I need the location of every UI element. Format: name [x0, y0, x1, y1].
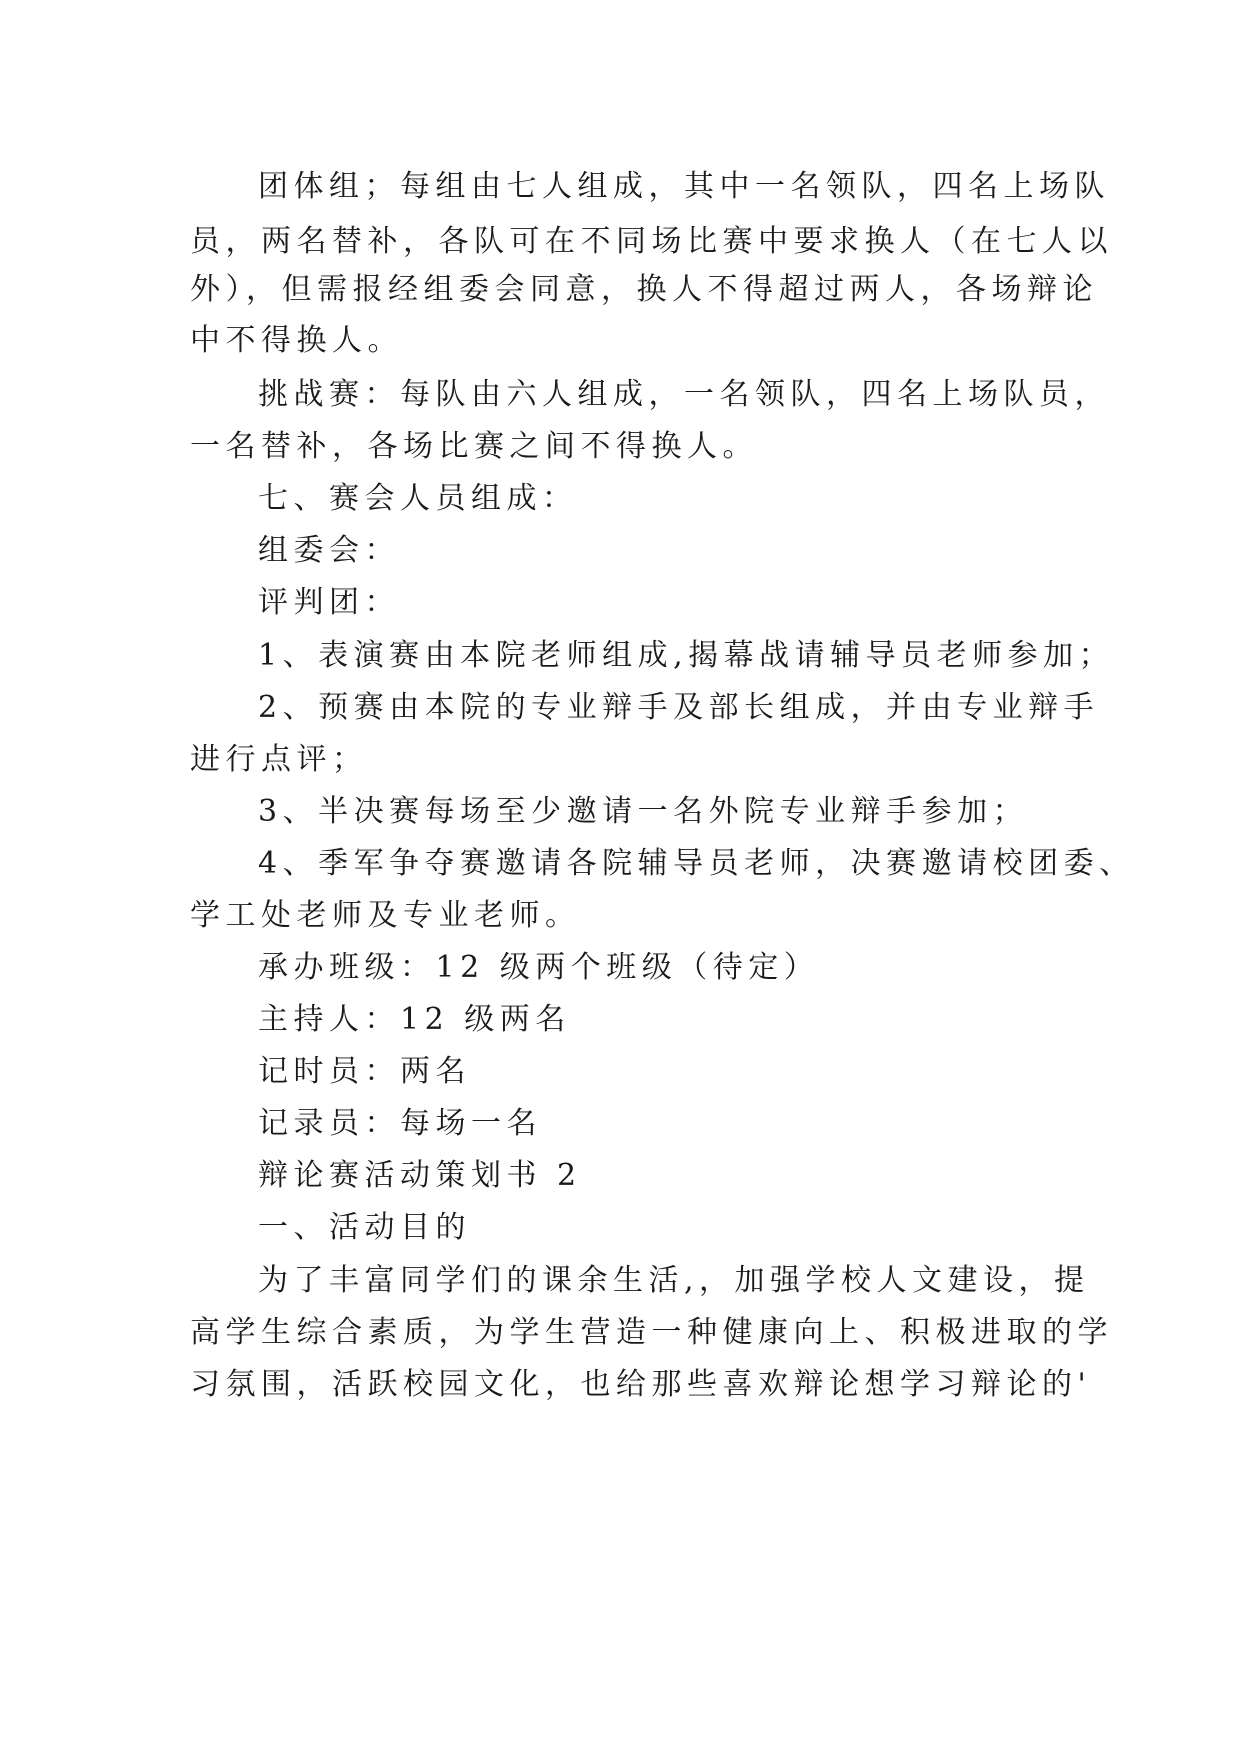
text-line: 为了丰富同学们的课余生活,，加强学校人文建设，提: [258, 1263, 1090, 1298]
text-line: 团体组；每组由七人组成，其中一名领队，四名上场队: [258, 169, 1110, 204]
text-line: 习氛围，活跃校园文化，也给那些喜欢辩论想学习辩论的': [190, 1367, 1092, 1402]
document-title: 辩论赛活动策划书 2: [258, 1158, 582, 1193]
list-item: 2、预赛由本院的专业辩手及部长组成，并由专业辩手: [258, 690, 1100, 725]
text-line: 一名替补，各场比赛之间不得换人。: [190, 429, 758, 464]
text-line: 外），但需报经组委会同意，换人不得超过两人，各场辩论: [190, 272, 1098, 307]
text-line: 挑战赛：每队由六人组成，一名领队，四名上场队员，: [258, 377, 1110, 412]
text-line: 评判团：: [258, 585, 400, 620]
list-item: 3、半决赛每场至少邀请一名外院专业辩手参加；: [258, 794, 1029, 829]
text-line: 承办班级：12 级两个班级（待定）: [258, 950, 820, 985]
list-item: 4、季军争夺赛邀请各院辅导员老师，决赛邀请校团委、: [258, 846, 1135, 881]
section-heading: 一、活动目的: [258, 1210, 471, 1245]
text-line: 记时员：两名: [258, 1054, 471, 1089]
text-line: 中不得换人。: [190, 323, 403, 358]
text-line: 主持人：12 级两名: [258, 1002, 571, 1037]
list-item: 1、表演赛由本院老师组成,揭幕战请辅导员老师参加；: [258, 638, 1115, 673]
text-line: 组委会：: [258, 533, 400, 568]
text-line: 学工处老师及专业老师。: [190, 898, 581, 933]
text-line: 员，两名替补，各队可在不同场比赛中要求换人（在七人以: [190, 224, 1113, 259]
text-line: 记录员：每场一名: [258, 1106, 542, 1141]
text-line: 进行点评；: [190, 742, 368, 777]
section-heading: 七、赛会人员组成：: [258, 481, 578, 516]
text-line: 高学生综合素质，为学生营造一种健康向上、积极进取的学: [190, 1315, 1113, 1350]
